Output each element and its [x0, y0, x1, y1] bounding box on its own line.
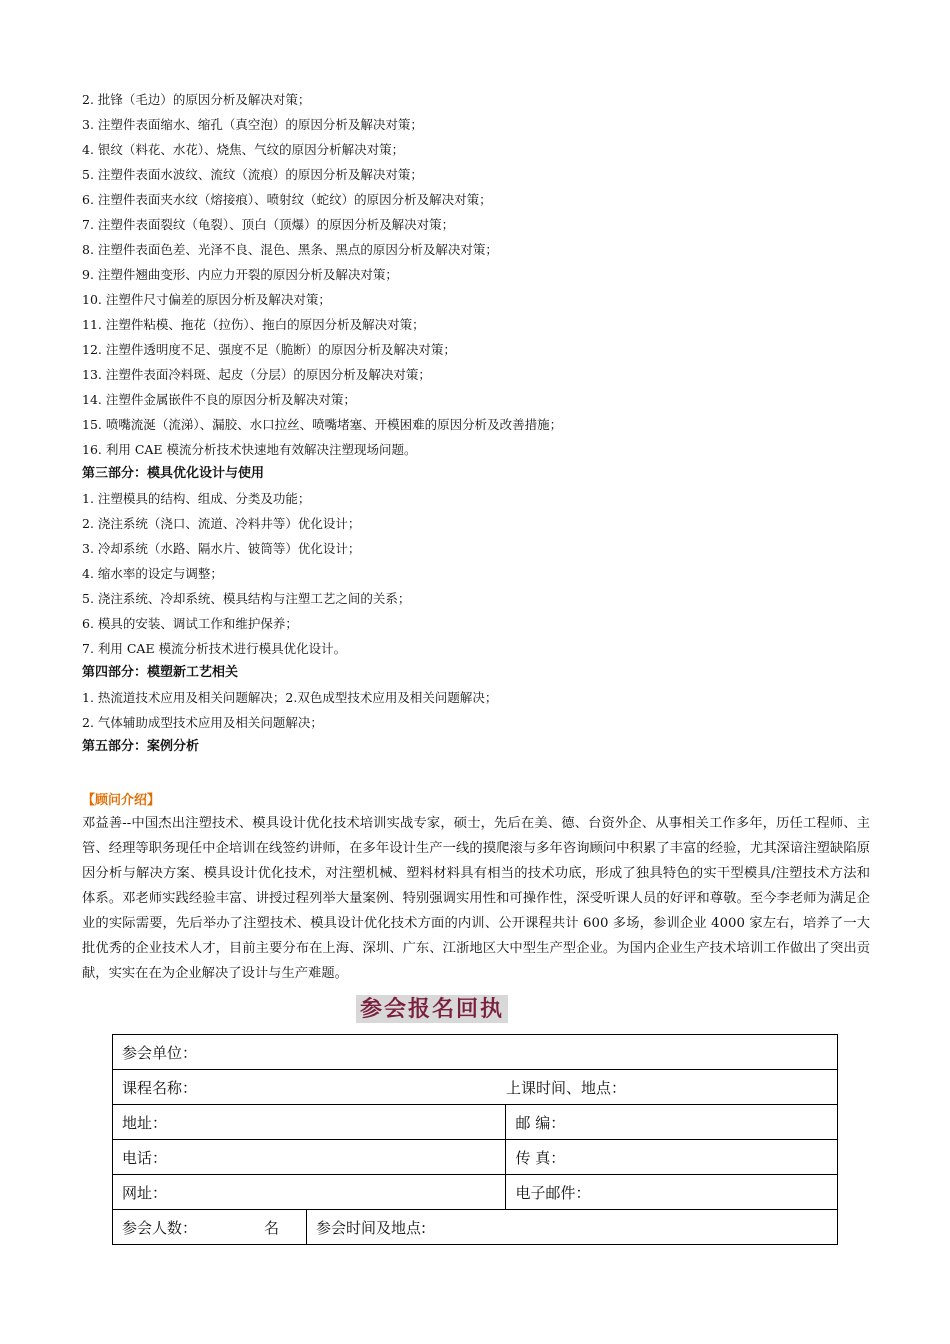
list-item: 13. 注塑件表面冷料斑、起皮（分层）的原因分析及解决对策；: [82, 367, 431, 382]
part3-heading: 第三部分：模具优化设计与使用: [82, 466, 265, 481]
table-row: [113, 1210, 838, 1245]
list-item: 3. 冷却系统（水路、隔水片、铍筒等）优化设计；: [82, 541, 361, 556]
phone-field[interactable]: [113, 1140, 506, 1175]
list-item: 3. 注塑件表面缩水、缩孔（真空泡）的原因分析及解决对策；: [82, 117, 423, 132]
list-item: 4. 缩水率的设定与调整；: [82, 566, 223, 581]
course-field[interactable]: [113, 1070, 506, 1105]
list-item: 5. 浇注系统、冷却系统、模具结构与注塑工艺之间的关系；: [82, 591, 411, 606]
fax-field[interactable]: [506, 1140, 838, 1175]
unit-label: 参会单位：: [122, 1043, 198, 1062]
part5-heading: 第五部分：案例分析: [82, 739, 200, 754]
list-item: 5. 注塑件表面水波纹、流纹（流痕）的原因分析及解决对策；: [82, 167, 423, 182]
list-item: 12. 注塑件透明度不足、强度不足（脆断）的原因分析及解决对策；: [82, 342, 456, 357]
list-item: 1. 热流道技术应用及相关问题解决；2.双色成型技术应用及相关问题解决；: [82, 690, 498, 705]
list-item: 14. 注塑件金属嵌件不良的原因分析及解决对策；: [82, 392, 356, 407]
list-item: 1. 注塑模具的结构、组成、分类及功能；: [82, 491, 311, 506]
list-item: 9. 注塑件翘曲变形、内应力开裂的原因分析及解决对策；: [82, 267, 398, 282]
address-label: 地址：: [122, 1113, 168, 1132]
list-item: 2. 批锋（毛边）的原因分析及解决对策；: [82, 92, 311, 107]
attendees-field[interactable]: [113, 1210, 307, 1245]
postcode-label: 邮 编：: [515, 1113, 566, 1132]
attend-time-label: 参会时间及地点:: [315, 1218, 426, 1237]
table-row: [113, 1070, 838, 1105]
email-field[interactable]: [506, 1175, 838, 1210]
address-field[interactable]: [113, 1105, 506, 1140]
attend-time-field[interactable]: [306, 1210, 837, 1245]
registration-form-table: [112, 1034, 838, 1245]
table-row: [113, 1175, 838, 1210]
list-item: 7. 利用 CAE 模流分析技术进行模具优化设计。: [82, 641, 347, 656]
website-label: 网址：: [122, 1183, 168, 1202]
advisor-bio: 邓益善--中国杰出注塑技术、模具设计优化技术培训实战专家，硕士，先后在美、德、台资外企、从事相关工作多年，历任工程师、主管、经理等职务现任中企培训在线签约讲师，在多年设计生产一线的摸爬滚与多年咨询顾问中积累了丰富的经验，尤其深谙注塑缺陷原因分析与解决方案、模具设计优化技术，对注塑机械、塑料材料具有相当的技术功底，形成了独具特色的实干型模具/注塑技术方法和体系。邓老师实践经验丰富、讲授过程列举大量案例、特别强调实用性和可操作性，深受听课人员的好评和尊敬。至今李老师为满足企业的实际需要，先后举办了注塑技术、模具设计优化技术方面的内训、公开课程共计 600 多场，参训企业 4000 家左右，培养了一大批优秀的企业技术人才，目前主要分布在上海、深圳、广东、江浙地区大中型生产型企业。为国内企业生产技术培训工作做出了突出贡献，实实在在为企业解决了设计与生产难题。: [82, 816, 870, 981]
list-item: 10. 注塑件尺寸偏差的原因分析及解决对策；: [82, 292, 331, 307]
list-item: 2. 浇注系统（浇口、流道、冷料井等）优化设计；: [82, 516, 361, 531]
table-row: [113, 1140, 838, 1175]
list-item: 15. 喷嘴流涎（流涕）、漏胶、水口拉丝、喷嘴堵塞、开模困难的原因分析及改善措施；: [82, 417, 563, 432]
website-field[interactable]: [113, 1175, 506, 1210]
fax-label: 传 真：: [515, 1148, 566, 1167]
postcode-field[interactable]: [506, 1105, 838, 1140]
list-item: 6. 模具的安装、调试工作和维护保养；: [82, 616, 298, 631]
course-label: 课程名称：: [122, 1078, 198, 1097]
list-item: 2. 气体辅助成型技术应用及相关问题解决；: [82, 715, 323, 730]
list-item: 16. 利用 CAE 模流分析技术快速地有效解决注塑现场问题。: [82, 442, 417, 457]
list-item: 7. 注塑件表面裂纹（龟裂）、顶白（顶爆）的原因分析及解决对策；: [82, 217, 455, 232]
attendees-unit: 名: [264, 1218, 280, 1237]
time-place-field[interactable]: [506, 1070, 838, 1105]
unit-field[interactable]: [113, 1035, 838, 1070]
advisor-title: 【顾问介绍】: [82, 793, 161, 808]
table-row: [113, 1105, 838, 1140]
part4-heading: 第四部分：模塑新工艺相关: [82, 665, 239, 680]
list-item: 4. 银纹（料花、水花）、烧焦、气纹的原因分析解决对策；: [82, 142, 405, 157]
list-item: 8. 注塑件表面色差、光泽不良、混色、黑条、黑点的原因分析及解决对策；: [82, 242, 498, 257]
email-label: 电子邮件：: [515, 1183, 591, 1202]
list-item: 11. 注塑件粘模、拖花（拉伤）、拖白的原因分析及解决对策；: [82, 317, 425, 332]
attendees-label: 参会人数：: [122, 1218, 198, 1237]
phone-label: 电话：: [122, 1148, 168, 1167]
list-item: 6. 注塑件表面夹水纹（熔接痕）、喷射纹（蛇纹）的原因分析及解决对策；: [82, 192, 492, 207]
registration-form-title: 参会报名回执: [356, 995, 508, 1023]
table-row: [113, 1035, 838, 1070]
time-place-label: 上课时间、地点：: [505, 1078, 626, 1097]
